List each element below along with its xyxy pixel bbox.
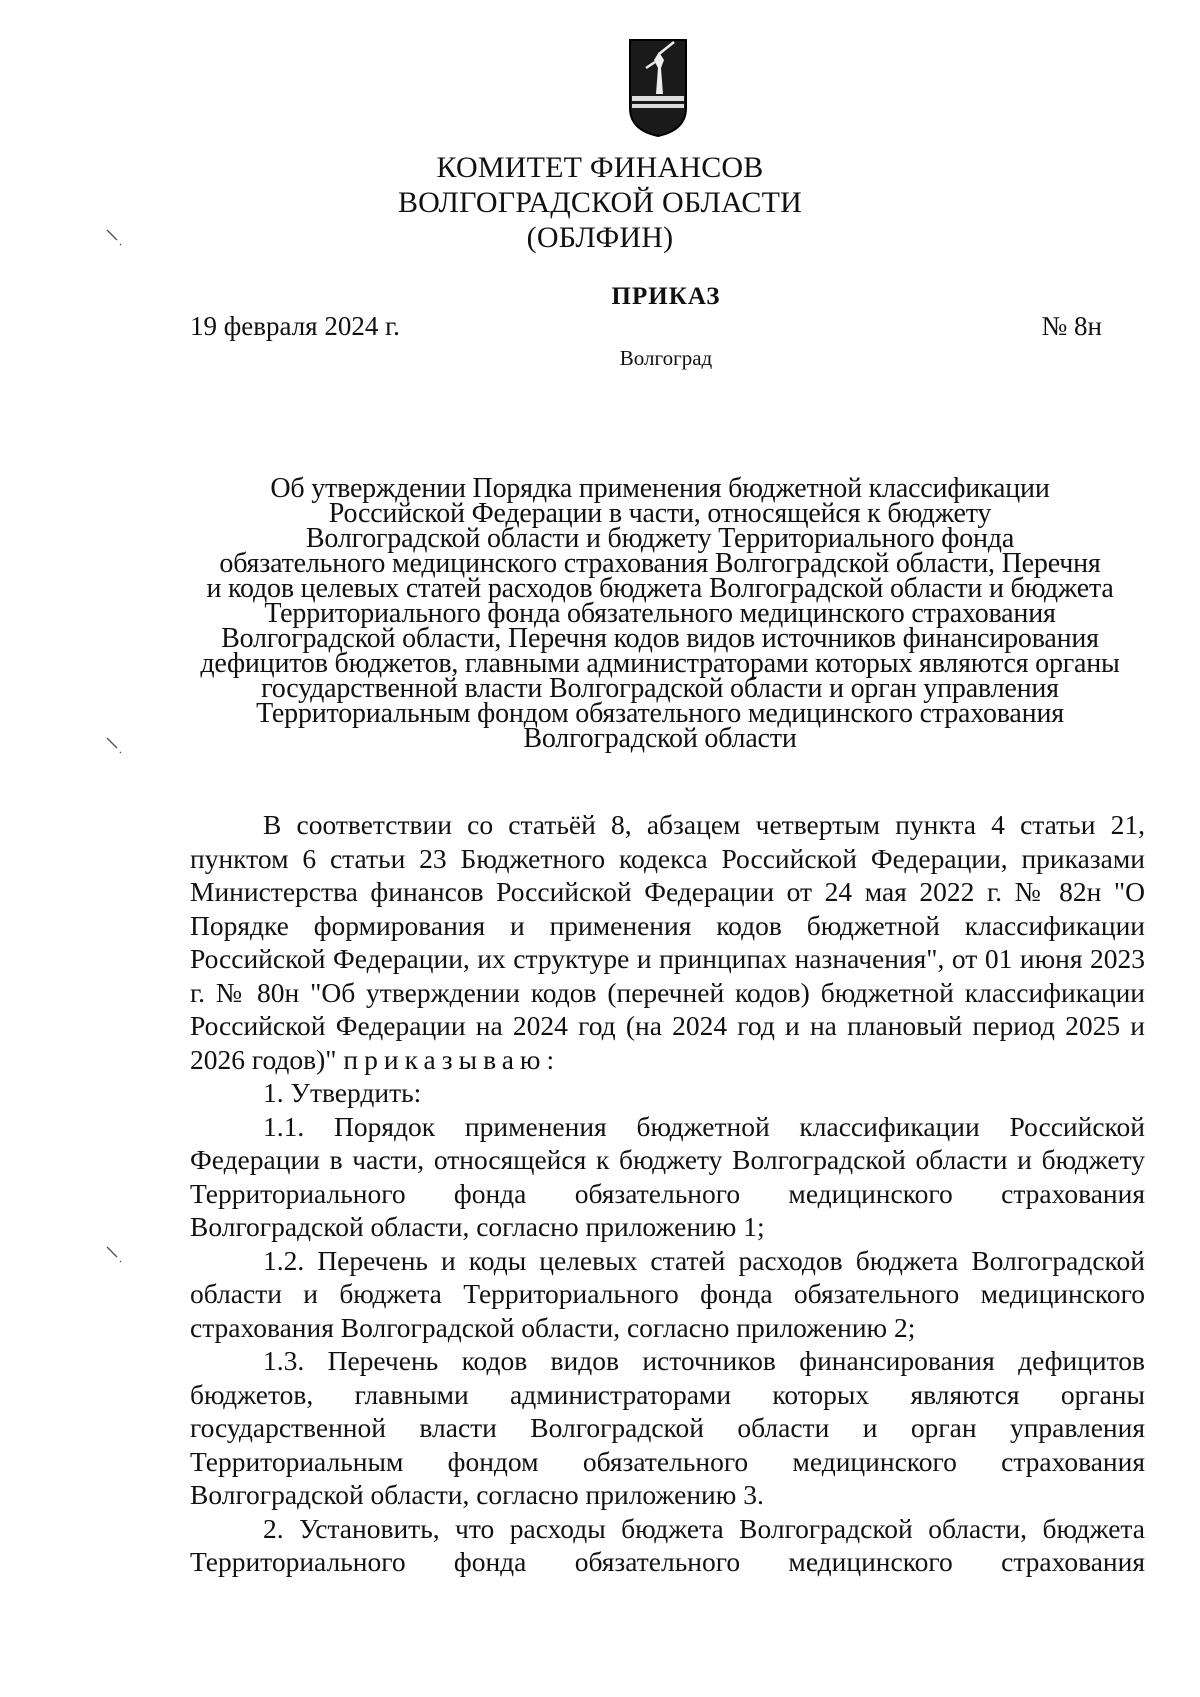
order-city: Волгоград xyxy=(619,346,713,370)
subject-line: Волгоградской области, Перечня кодов видов источников финансирования xyxy=(221,623,1099,654)
subject-line: и кодов целевых статей расходов бюджета Волгоградской области и бюджета xyxy=(206,573,1114,604)
paragraph-1: 1. Утвердить: xyxy=(263,1077,422,1108)
organization-line: (ОБЛФИН) xyxy=(526,221,674,254)
order-verb: приказываю: xyxy=(343,1043,561,1075)
scan-artifact-mark xyxy=(105,736,127,758)
order-body xyxy=(190,808,1145,1579)
subject-line: Волгоградской области xyxy=(523,723,797,754)
subject-line: Территориального фонда обязательного медицинского страхования xyxy=(264,598,1056,629)
subject-line: Волгоградской области и бюджету Территориального фонда xyxy=(305,523,1015,554)
preamble-text: В соответствии со статьёй 8, абзацем четвертым пункта 4 статьи 21, пунктом 6 статьи 23 Бюджетного кодекса Российской Федерации, приказами Министерства финансов Российской Федерации от 24 мая 2022 г. № 82н "О Порядке формирования и применения кодов бюджетной классификации Российской Федерации, их структуре и принципах назначения", от 01 июня 2023 г. № 80н "Об утверждении кодов (перечней кодов) бюджетной классификации Российской Федерации на 2024 год (на 2024 год и на плановый период 2025 и 2026 годов)" xyxy=(190,809,1145,1075)
order-date: 19 февраля 2024 г. xyxy=(190,311,400,341)
order-number: № 8н xyxy=(1041,311,1102,341)
subject-line: Территориальным фондом обязательного медицинского страхования xyxy=(256,698,1064,729)
preamble-paragraph xyxy=(190,808,1145,1076)
order-title: ПРИКАЗ xyxy=(611,283,721,310)
scan-artifact-mark xyxy=(105,1245,127,1267)
organization-name xyxy=(0,150,1200,255)
subject-line: Об утверждении Порядка применения бюджетной классификации xyxy=(270,473,1050,504)
subject-line: дефицитов бюджетов, главными администраторами которых являются органы xyxy=(200,648,1120,679)
subject-line: Российской Федерации в части, относящейся к бюджету xyxy=(328,498,992,529)
subject-line: государственной власти Волгоградской области и орган управления xyxy=(261,673,1059,704)
paragraph-1-3: 1.3. Перечень кодов видов источников финансирования дефицитов бюджетов, главными администраторами которых являются органы государственной власти Волгоградской области и орган управления Территориальным фондом обязательного медицинского страхования Волгоградской области, согласно приложению 3. xyxy=(190,1345,1145,1510)
paragraph-1-1: 1.1. Порядок применения бюджетной классификации Российской Федерации в части, относящейся к бюджету Волгоградской области и бюджету Территориального фонда обязательного медицинского страхования Волгоградской области, согласно приложению 1; xyxy=(190,1110,1145,1242)
order-subject xyxy=(180,473,1140,754)
organization-line: ВОЛГОГРАДСКОЙ ОБЛАСТИ xyxy=(397,186,803,219)
paragraph-1-2: 1.2. Перечень и коды целевых статей расходов бюджета Волгоградской области и бюджета Территориального фонда обязательного медицинского страхования Волгоградской области, согласно приложению 2; xyxy=(190,1244,1145,1343)
paragraph-2: 2. Установить, что расходы бюджета Волгоградской области, бюджета Территориального фонда обязательного медицинского страхования xyxy=(190,1512,1145,1577)
subject-line: обязательного медицинского страхования Волгоградской области, Перечня xyxy=(219,548,1101,579)
organization-line: КОМИТЕТ ФИНАНСОВ xyxy=(436,151,764,184)
volgograd-coat-of-arms-emblem xyxy=(628,38,688,138)
